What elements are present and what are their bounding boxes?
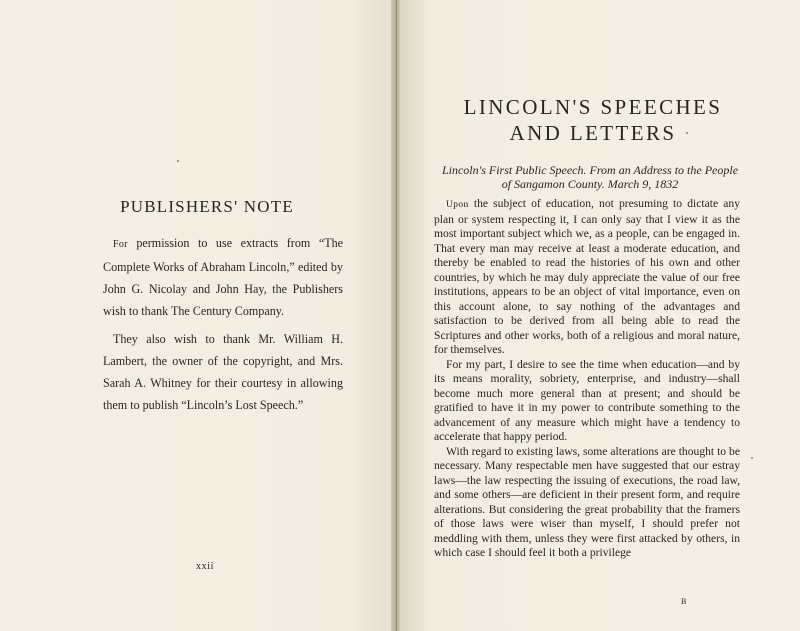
publishers-note-heading: PUBLISHERS' NOTE — [120, 197, 294, 216]
title-line-2: AND LETTERS — [509, 121, 677, 145]
paper-speck — [751, 457, 753, 459]
speech-paragraph-1 — [434, 197, 740, 358]
page-number: xxii — [196, 561, 214, 572]
paragraph-body: the subject of education, not presuming to dictate any plan or system respecting it, I can only say that I view it as the most important subject which we, as a people, can be engaged in. That every man may receive at least a moderate education, and thereby be enabled to read the histories of his own and other countries, by which he may duly appreciate the value of our free institutions, appears to be an object of vital importance, even on this account alone, to say nothing of the advantages and satisfaction to be derived from all being able to read the Scriptures and other works, both of a religious and moral nature, for themselves. — [434, 197, 740, 356]
speech-subtitle: Lincoln's First Public Speech. From an Address to the People of Sangamon County. March 9, 1832 — [441, 163, 739, 191]
publishers-note-text — [103, 232, 343, 422]
speech-body — [434, 197, 740, 561]
paragraph-body: permission to use extracts from “The Complete Works of Abraham Lincoln,” edited by John G. Nicolay and John Hay, the Publishers wish to thank The Century Company. — [103, 236, 343, 318]
paper-speck — [177, 160, 179, 162]
paper-speck — [686, 132, 688, 134]
left-page — [0, 0, 393, 631]
paragraph-initial-word: Upon — [446, 200, 469, 210]
publishers-note-paragraph-1 — [103, 232, 343, 322]
chapter-title — [447, 94, 739, 146]
speech-paragraph-3: With regard to existing laws, some alterations are thought to be necessary. Many respectable men have suggested that our estray laws—the law respecting the issuing of executions, the road law, and some others—are deficient in their present form, and require alterations. But considering the great probability that the framers of those laws were wiser than myself, I should prefer not meddling with them, unless they were first attacked by others, in which case I should feel it both a privilege — [434, 444, 740, 559]
paragraph-initial-word: For — [113, 239, 128, 250]
gutter-fold-line — [396, 0, 397, 631]
publishers-note-paragraph-2: They also wish to thank Mr. William H. Lambert, the owner of the copyright, and Mrs. Sarah A. Whitney for their courtesy in allowing them to publish “Lincoln’s Lost Speech.” — [103, 332, 343, 412]
speech-paragraph-2: For my part, I desire to see the time when education—and by its means morality, sobriety, enterprise, and industry—shall become much more general than at present; and should be gratified to have it in my power to contribute something to the advancement of any measure which might have a tendency to accelerate that happy period. — [434, 357, 740, 443]
title-line-1: LINCOLN'S SPEECHES — [463, 95, 723, 119]
signature-mark: B — [681, 597, 687, 606]
